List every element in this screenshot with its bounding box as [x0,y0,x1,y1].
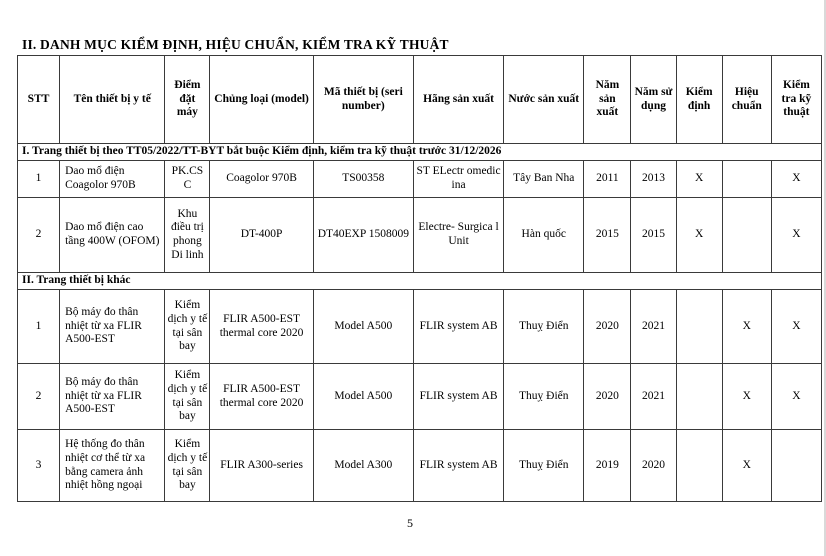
table-cell: X [676,161,722,198]
table-cell [676,290,722,364]
table-cell: Kiểm dịch y tế tại sân bay [165,290,210,364]
table-cell: 2020 [631,430,676,502]
table-cell [771,430,821,502]
column-header-manufacturer: Hãng sản xuất [413,56,503,144]
header-row [18,56,822,144]
section-row [18,273,822,290]
table-cell: 2020 [584,290,631,364]
table-cell: TS00358 [313,161,413,198]
table-row [18,161,822,198]
table-cell: Bộ máy đo thân nhiệt từ xa FLIR A500-EST [60,290,165,364]
page-title: II. DANH MỤC KIỂM ĐỊNH, HIỆU CHUẨN, KIỂM TRA KỸ THUẬT [22,37,449,52]
column-header-technical-check: Kiểm tra kỹ thuật [771,56,821,144]
table-cell: Kiểm dịch y tế tại sân bay [165,364,210,430]
table-cell: Kiểm dịch y tế tại sân bay [165,430,210,502]
section-label: I. Trang thiết bị theo TT05/2022/TT-BYT bắt buộc Kiểm định, kiểm tra kỹ thuật trước 31/12/2026 [18,144,822,161]
table-cell: ST ELectr omedic ina [413,161,503,198]
column-header-year-used: Năm sử dụng [631,56,676,144]
table-row [18,198,822,273]
table-cell: Hệ thống đo thân nhiệt cơ thể từ xa bằng camera ảnh nhiệt hồng ngoại [60,430,165,502]
table-cell: Thuỵ Điển [504,430,584,502]
table-cell: FLIR system AB [413,364,503,430]
table-cell: Model A300 [313,430,413,502]
table-cell: DT-400P [210,198,313,273]
table-cell: 2019 [584,430,631,502]
table-cell [722,198,771,273]
page-number: 5 [407,516,413,530]
column-header-country: Nước sản xuất [504,56,584,144]
table-cell [676,364,722,430]
table-cell: X [676,198,722,273]
column-header-inspection: Kiểm định [676,56,722,144]
table-cell: 2 [18,198,60,273]
table-cell: Bộ máy đo thân nhiệt từ xa FLIR A500-EST [60,364,165,430]
table-cell: FLIR A300-series [210,430,313,502]
table-cell [722,161,771,198]
table-cell: Khu điều trị phong Di linh [165,198,210,273]
table-cell: X [722,364,771,430]
table-cell: Model A500 [313,290,413,364]
table-cell: PK.CS C [165,161,210,198]
table-cell: FLIR system AB [413,290,503,364]
table-cell: X [771,364,821,430]
table-cell: 2020 [584,364,631,430]
table-cell: Tây Ban Nha [504,161,584,198]
table-cell: 1 [18,161,60,198]
table-cell: FLIR A500-EST thermal core 2020 [210,364,313,430]
column-header-model: Chủng loại (model) [210,56,313,144]
table-cell: DT40EXP 1508009 [313,198,413,273]
table-cell: 2015 [631,198,676,273]
table-row [18,364,822,430]
table-cell: 2011 [584,161,631,198]
table-cell: 2015 [584,198,631,273]
column-header-location: Điểm đặt máy [165,56,210,144]
table-cell: FLIR system AB [413,430,503,502]
table-cell: Coagolor 970B [210,161,313,198]
table-cell: Thuỵ Điển [504,290,584,364]
table-cell: Electre- Surgica l Unit [413,198,503,273]
table-row [18,430,822,502]
table-cell: X [722,290,771,364]
column-header-year-made: Năm sản xuất [584,56,631,144]
table-cell: 2 [18,364,60,430]
table-cell: Model A500 [313,364,413,430]
column-header-device-name: Tên thiết bị y tế [60,56,165,144]
section-label: II. Trang thiết bị khác [18,273,822,290]
table-cell [676,430,722,502]
column-header-serial: Mã thiết bị (seri number) [313,56,413,144]
table-cell: FLIR A500-EST thermal core 2020 [210,290,313,364]
table-cell: 2021 [631,364,676,430]
table-cell: X [722,430,771,502]
table-cell: X [771,161,821,198]
table-cell: Thuỵ Điển [504,364,584,430]
table-cell: 2021 [631,290,676,364]
column-header-calibration: Hiệu chuẩn [722,56,771,144]
equipment-table-body [18,144,822,502]
table-cell: 2013 [631,161,676,198]
section-row [18,144,822,161]
equipment-table [17,55,822,502]
table-cell: X [771,198,821,273]
table-cell: Dao mổ điện cao tầng 400W (OFOM) [60,198,165,273]
column-header-stt: STT [18,56,60,144]
table-cell: Hàn quốc [504,198,584,273]
table-cell: X [771,290,821,364]
table-cell: Dao mổ điện Coagolor 970B [60,161,165,198]
table-row [18,290,822,364]
table-cell: 3 [18,430,60,502]
table-cell: 1 [18,290,60,364]
